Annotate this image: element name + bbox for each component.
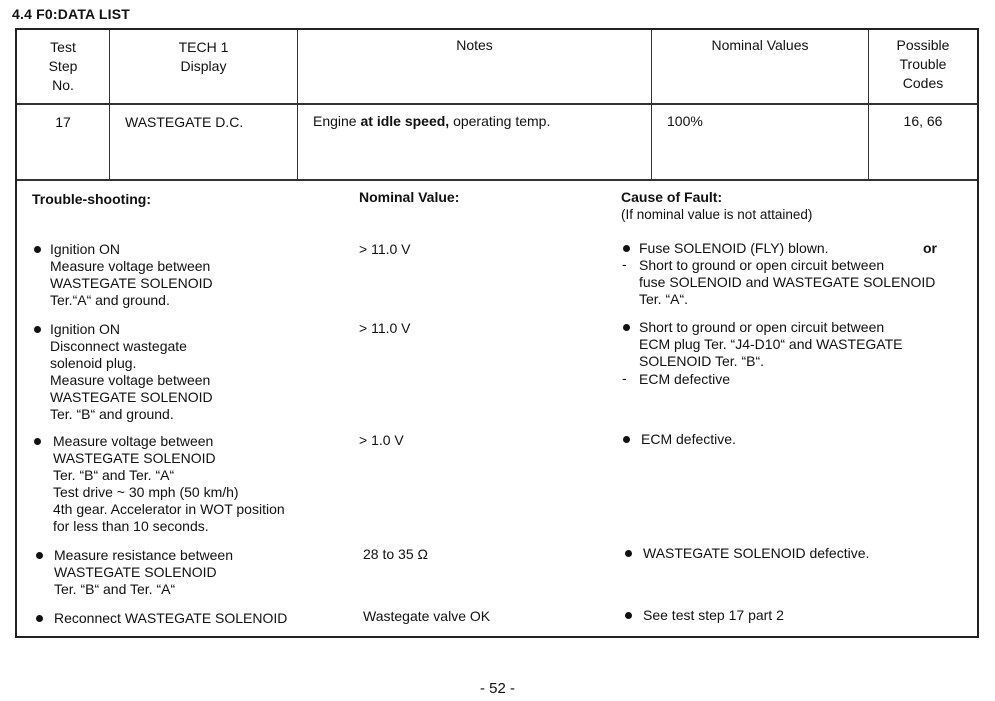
cause-line: WASTEGATE SOLENOID defective. bbox=[643, 545, 870, 561]
header-trouble-codes bbox=[869, 36, 977, 93]
bullet-icon bbox=[623, 436, 630, 443]
row-divider bbox=[17, 103, 977, 105]
cause-line: ECM defective bbox=[639, 371, 731, 387]
troubleshooting-step bbox=[54, 610, 287, 627]
cause-of-fault-heading: Cause of Fault: bbox=[621, 189, 723, 205]
step-line: WASTEGATE SOLENOID bbox=[53, 450, 216, 466]
page-number: - 52 - bbox=[479, 680, 515, 697]
row-step-number: 17 bbox=[55, 114, 71, 130]
dash-icon: - bbox=[622, 256, 627, 272]
nominal-value: 28 to 35 Ω bbox=[363, 546, 428, 562]
step-line: WASTEGATE SOLENOID bbox=[50, 389, 213, 405]
nominal-value: > 11.0 V bbox=[359, 241, 411, 257]
dash-icon: - bbox=[622, 370, 627, 386]
cause-line: fuse SOLENOID and WASTEGATE SOLENOID bbox=[639, 274, 936, 290]
cause-line: SOLENOID Ter. “B“. bbox=[639, 353, 764, 369]
data-list-table bbox=[15, 28, 979, 638]
cause-line: Fuse SOLENOID (FLY) blown. bbox=[639, 240, 829, 256]
nominal-value: Wastegate valve OK bbox=[363, 608, 491, 624]
step-line: 4th gear. Accelerator in WOT position bbox=[53, 501, 285, 517]
troubleshooting-heading: Trouble-shooting: bbox=[32, 191, 151, 207]
cause-item bbox=[639, 319, 903, 370]
bullet-icon bbox=[623, 324, 630, 331]
step-line: solenoid plug. bbox=[50, 355, 137, 371]
header-line: Display bbox=[180, 58, 227, 74]
header-line: No. bbox=[52, 77, 74, 93]
step-line: WASTEGATE SOLENOID bbox=[54, 564, 217, 580]
notes-text: operating temp. bbox=[449, 113, 551, 129]
notes-text: Engine bbox=[313, 113, 361, 129]
step-line: Ter.“A“ and ground. bbox=[50, 292, 170, 308]
cause-item bbox=[639, 240, 829, 257]
cause-item bbox=[643, 607, 784, 624]
bullet-icon bbox=[34, 326, 41, 333]
step-line: Ignition ON bbox=[50, 241, 121, 257]
bullet-icon bbox=[34, 246, 41, 253]
step-line: Measure voltage between bbox=[53, 433, 214, 449]
step-line: Ignition ON bbox=[50, 321, 121, 337]
header-tech1-display bbox=[110, 38, 297, 76]
cause-line: Ter. “A“. bbox=[639, 291, 689, 307]
bullet-icon bbox=[623, 245, 630, 252]
header-line: Possible bbox=[896, 37, 950, 53]
header-line: Test bbox=[50, 39, 76, 55]
notes-bold-text: at idle speed, bbox=[360, 113, 450, 129]
bullet-icon bbox=[625, 550, 632, 557]
row-trouble-codes: 16, 66 bbox=[903, 113, 943, 129]
header-line: Codes bbox=[902, 75, 944, 91]
nominal-value: > 1.0 V bbox=[359, 432, 404, 448]
nominal-value: > 11.0 V bbox=[359, 320, 411, 336]
troubleshooting-step bbox=[54, 547, 233, 598]
row-display-value: WASTEGATE D.C. bbox=[125, 114, 244, 130]
bullet-icon bbox=[36, 615, 43, 622]
troubleshooting-step bbox=[53, 433, 285, 535]
step-line: Ter. “B“ and ground. bbox=[50, 406, 174, 422]
cause-item bbox=[641, 431, 736, 448]
step-line: WASTEGATE SOLENOID bbox=[50, 275, 213, 291]
step-line: for less than 10 seconds. bbox=[53, 518, 209, 534]
header-nominal-values: Nominal Values bbox=[711, 37, 809, 53]
section-title: 4.4 F0:DATA LIST bbox=[12, 6, 131, 22]
bullet-icon bbox=[36, 552, 43, 559]
header-line: Step bbox=[48, 58, 78, 74]
step-line: Disconnect wastegate bbox=[50, 338, 187, 354]
row-notes bbox=[313, 112, 550, 131]
step-line: Measure voltage between bbox=[50, 258, 211, 274]
cause-item bbox=[639, 257, 935, 308]
bullet-icon bbox=[625, 612, 632, 619]
cause-or: or bbox=[923, 240, 937, 256]
step-line: Ter. “B“ and Ter. “A“ bbox=[53, 467, 175, 483]
cause-line: Short to ground or open circuit between bbox=[639, 257, 885, 273]
cause-line: ECM plug Ter. “J4-D10“ and WASTEGATE bbox=[639, 336, 903, 352]
row-nominal-value: 100% bbox=[667, 113, 703, 129]
troubleshooting-step bbox=[50, 241, 213, 309]
cause-item bbox=[643, 545, 869, 562]
step-line: Test drive ~ 30 mph (50 km/h) bbox=[53, 484, 239, 500]
row-divider bbox=[17, 179, 977, 181]
cause-item bbox=[639, 371, 730, 388]
nominal-value-heading: Nominal Value: bbox=[359, 189, 460, 205]
cause-of-fault-subheading: (If nominal value is not attained) bbox=[621, 207, 813, 222]
step-line: Ter. “B“ and Ter. “A“ bbox=[54, 581, 176, 597]
header-line: TECH 1 bbox=[178, 39, 229, 55]
cause-line: ECM defective. bbox=[641, 431, 736, 447]
header-line: Trouble bbox=[899, 56, 947, 72]
troubleshooting-step bbox=[50, 321, 213, 423]
header-test-step bbox=[17, 38, 109, 95]
bullet-icon bbox=[34, 438, 41, 445]
header-notes: Notes bbox=[456, 37, 493, 53]
cause-line: Short to ground or open circuit between bbox=[639, 319, 885, 335]
step-line: Measure resistance between bbox=[54, 547, 233, 563]
cause-line: See test step 17 part 2 bbox=[643, 607, 784, 623]
step-line: Reconnect WASTEGATE SOLENOID bbox=[54, 610, 288, 626]
step-line: Measure voltage between bbox=[50, 372, 211, 388]
